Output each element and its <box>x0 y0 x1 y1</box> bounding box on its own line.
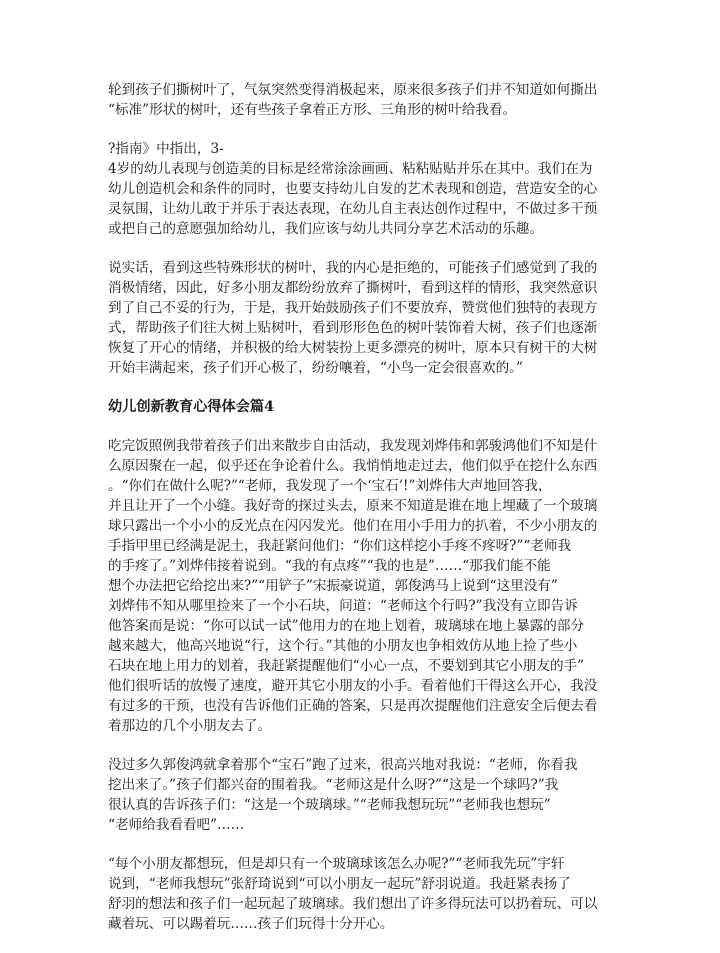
text-line: 么原因聚在一起，似乎还在争论着什么。我悄悄地走过去，他们似乎在挖什么东西 <box>108 458 598 474</box>
paragraphs-before-heading <box>108 80 624 378</box>
paragraph-p2 <box>108 139 624 239</box>
document-page <box>108 80 624 953</box>
text-line: 越来越大，他高兴地说“行，这个行。”其他的小朋友也争相效仿从地上捡了些小 <box>108 638 578 654</box>
text-line: 石块在地上用力的划着，我赶紧提醒他们“小心一点，不要划到其它小朋友的手” <box>108 658 585 674</box>
text-line: 到了自己不妥的行为，于是，我开始鼓励孩子们不要放弃，赞赏他们独特的表现方 <box>108 300 598 316</box>
text-line: 吃完饭照例我带着孩子们出来散步自由活动，我发现刘烨伟和郭骏鸿他们不知是什 <box>108 438 598 454</box>
text-line: 着那边的几个小朋友去了。 <box>108 718 272 734</box>
text-line: 他答案而是说：“你可以试一试”他用力的在地上划着，玻璃球在地上暴露的部分 <box>108 618 585 634</box>
text-line: 有过多的干预，也没有告诉他们正确的答案，只是再次提醒他们注意安全后便去看 <box>108 698 598 714</box>
paragraph-p5 <box>108 755 624 835</box>
text-line: 手指甲里已经满是泥土，我赶紧问他们：“你们这样挖小手疼不疼呀?”“老师我 <box>108 538 572 554</box>
paragraph-p1 <box>108 80 624 120</box>
text-line: 并且让开了一个小缝。我好奇的探过头去，原来不知道是谁在地上埋藏了一个玻璃 <box>108 498 598 514</box>
text-line: “每个小朋友都想玩，但是却只有一个玻璃球该怎么办呢?”“老师我先玩”宇轩 <box>108 856 565 872</box>
paragraph-p4 <box>108 436 624 736</box>
text-line: 消极情绪，因此，好多小朋友都纷纷放弃了撕树叶，看到这样的情形，我突然意识 <box>108 280 598 296</box>
text-line: 的手疼了。”刘烨伟接着说到。“我的有点疼”“我的也是”……“那我们能不能 <box>108 558 551 574</box>
text-line: 球只露出一个小小的反光点在闪闪发光。他们在用小手用力的扒着，不少小朋友的 <box>108 518 598 534</box>
text-line: 他们很听话的放慢了速度，避开其它小朋友的小手。看着他们干得这么开心，我没 <box>108 678 598 694</box>
text-line: 或把自己的意愿强加给幼儿，我们应该与幼儿共同分享艺术活动的乐趣。 <box>108 221 543 237</box>
text-line: 说到，“老师我想玩”张舒琦说到“可以小朋友一起玩”舒羽说道。我赶紧表扬了 <box>108 876 571 892</box>
text-line: 想个办法把它给挖出来?”“用铲子”宋振豪说道，郭俊鸿马上说到“这里没有” <box>108 578 558 594</box>
text-line: 舒羽的想法和孩子们一起玩起了玻璃球。我们想出了许多得玩法可以扔着玩、可以 <box>108 896 598 912</box>
text-line: 开始丰满起来，孩子们开心极了，纷纷嚷着，“小鸟一定会很喜欢的。” <box>108 360 523 376</box>
paragraphs-after-heading <box>108 436 624 934</box>
text-line: 说实话，看到这些特殊形状的树叶，我的内心是拒绝的，可能孩子们感觉到了我的 <box>108 260 598 276</box>
text-line: “标准”形状的树叶，还有些孩子拿着正方形、三角形的树叶给我看。 <box>108 102 517 118</box>
text-line: ?指南》中指出，3- <box>108 141 224 157</box>
text-line: 挖出来了。”孩子们都兴奋的围着我。“老师这是什么呀?”“这是一个球吗?”我 <box>108 777 559 793</box>
text-line: 4岁的幼儿表现与创造美的目标是经常涂涂画画、粘粘贴贴并乐在其中。我们在为 <box>108 161 593 177</box>
text-line: 。“你们在做什么呢?”“老师，我发现了一个‘宝石’!”刘烨伟大声地回答我， <box>108 478 552 494</box>
text-line: 恢复了开心的情绪，并积极的给大树装扮上更多漂亮的树叶，原本只有树干的大树 <box>108 340 598 356</box>
text-line: “老师给我看看吧”…… <box>108 817 245 833</box>
text-line: 式，帮助孩子们往大树上贴树叶，看到形形色色的树叶装饰着大树，孩子们也逐渐 <box>108 320 598 336</box>
text-line: 幼儿创造机会和条件的同时，也要支持幼儿自发的艺术表现和创造，营造安全的心 <box>108 181 598 197</box>
text-line: 没过多久郭俊鸿就拿着那个“宝石”跑了过来，很高兴地对我说：“老师，你看我 <box>108 757 578 773</box>
text-line: 轮到孩子们撕树叶了，气氛突然变得消极起来，原来很多孩子们并不知道如何撕出 <box>108 82 598 98</box>
text-line: 刘烨伟不知从哪里捡来了一个小石块，问道：“老师这个行吗?”我没有立即告诉 <box>108 598 578 614</box>
section-heading: 幼儿创新教育心得体会篇4 <box>108 399 274 415</box>
paragraph-p6 <box>108 854 624 934</box>
paragraph-p3 <box>108 258 624 378</box>
text-line: 很认真的告诉孩子们：“这是一个玻璃球。”“老师我想玩玩”“老师我也想玩” <box>108 797 551 813</box>
text-line: 藏着玩、可以踢着玩……孩子们玩得十分开心。 <box>108 916 394 932</box>
text-line: 灵氛围，让幼儿敢于并乐于表达表现，在幼儿自主表达创作过程中，不做过多干预 <box>108 201 598 217</box>
